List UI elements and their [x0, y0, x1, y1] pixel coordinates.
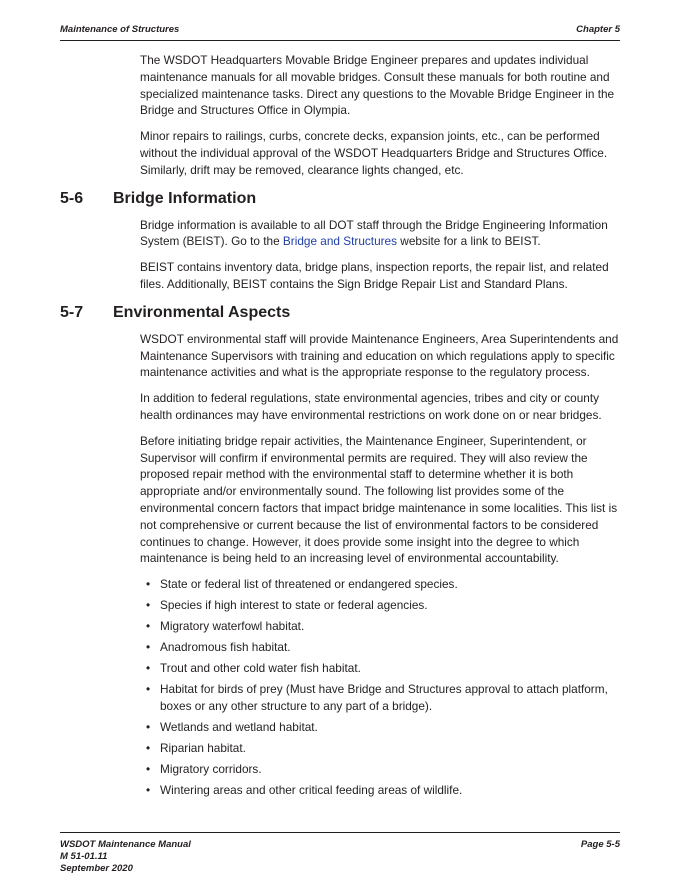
environment-paragraph-2: In addition to federal regulations, state environmental agencies, tribes and city or county health ordinances may have environmental restrictions on work done on or near bridges. — [140, 391, 602, 422]
environmental-factors-list — [140, 576, 620, 798]
footer-manual-line — [60, 839, 191, 863]
list-item: • Wintering areas and other critical feeding areas of wildlife. — [146, 782, 463, 797]
bullet-icon: • — [146, 577, 151, 592]
page-body — [60, 52, 620, 803]
section-title: Bridge Information — [113, 189, 257, 207]
bullet-icon: • — [146, 761, 151, 776]
bullet-icon: • — [146, 619, 151, 634]
intro-paragraph-1: The WSDOT Headquarters Movable Bridge Engineer prepares and updates individual maintenance manuals for all movable bridges. Consult these manuals for both routine and specialized maintenance tasks. Direct any questions to the Movable Bridge Engineer in the Bridge and Structures Office in Olympia. — [140, 53, 615, 118]
section-title: Environmental Aspects — [113, 303, 291, 321]
section-number: 5-7 — [60, 303, 84, 321]
bullet-icon: • — [146, 661, 151, 676]
header-chapter: Chapter 5 — [576, 24, 620, 35]
list-item: • Species if high interest to state or federal agencies. — [146, 598, 428, 613]
bullet-icon: • — [146, 682, 151, 697]
list-item: • State or federal list of threatened or endangered species. — [146, 577, 458, 592]
bridge-info-paragraph-2: BEIST contains inventory data, bridge plans, inspection reports, the repair list, and related files. Additionally, BEIST contains the Sign Bridge Repair List and Standard Plans. — [140, 260, 609, 291]
footer-page-number: Page 5-5 — [580, 839, 620, 850]
footer-manual-title: WSDOT Maintenance Manual — [60, 839, 191, 850]
list-item: • Migratory waterfowl habitat. — [146, 619, 305, 634]
section-heading-5-6 — [60, 189, 620, 209]
section-5-6 — [60, 189, 620, 293]
list-item: • Wetlands and wetland habitat. — [146, 719, 318, 734]
list-item: • Riparian habitat. — [146, 740, 246, 755]
bullet-icon: • — [146, 740, 151, 755]
bullet-icon: • — [146, 598, 151, 613]
page-footer — [60, 832, 620, 875]
bridge-info-paragraph-1: Bridge information is available to all DOT staff through the Bridge Engineering Information System (BEIST). Go to the Bridge and Structures website for a link to BEIST. — [140, 217, 608, 249]
list-item: • Anadromous fish habitat. — [146, 640, 291, 655]
environment-paragraph-1: WSDOT environmental staff will provide Maintenance Engineers, Area Superintendents and Maintenance Supervisors with training and education on which regulations apply to specific maintenance activities and what is the appropriate response to the regulatory process. — [140, 331, 619, 380]
intro-paragraph-2: Minor repairs to railings, curbs, concrete decks, expansion joints, etc., can be performed without the individual approval of the WSDOT Headquarters Bridge and Structures Office. Similarly, drift may be removed, clearance lights changed, etc. — [140, 129, 608, 177]
header-title: Maintenance of Structures — [60, 24, 180, 35]
section-5-7 — [60, 303, 620, 799]
list-item: • Migratory corridors. — [146, 761, 262, 776]
section-number: 5-6 — [60, 189, 84, 207]
page-header — [60, 24, 620, 41]
bullet-icon: • — [146, 640, 151, 655]
footer-manual-code: M 51-01.11 — [60, 851, 108, 862]
bullet-icon: • — [146, 719, 151, 734]
environment-paragraph-3: Before initiating bridge repair activities, the Maintenance Engineer, Superintendent, or Supervisor will confirm if environmental permits are required. They will also review the proposed repair method with the environmental staff to determine whether it is both appropriate and/or environmentally sound. The following list provides some of the environmental concern factors that impact bridge maintenance in some localities. This list is not comprehensive or current because the list of environmental factors to be considered continues to change. However, it does provide some insight into the degree to which maintenance is being held to an increasing level of environmental accountability. — [140, 433, 618, 566]
section-heading-5-7 — [60, 303, 620, 323]
list-item: • Habitat for birds of prey (Must have Bridge and Structures approval to attach platform, boxes or any other structure to any part of a bridge). — [146, 682, 608, 713]
footer-date: September 2020 — [60, 863, 133, 874]
intro-block — [140, 52, 620, 179]
bridge-and-structures-link[interactable]: Bridge and Structures — [282, 234, 398, 249]
list-item: • Trout and other cold water fish habitat. — [146, 661, 361, 676]
bullet-icon: • — [146, 782, 151, 797]
